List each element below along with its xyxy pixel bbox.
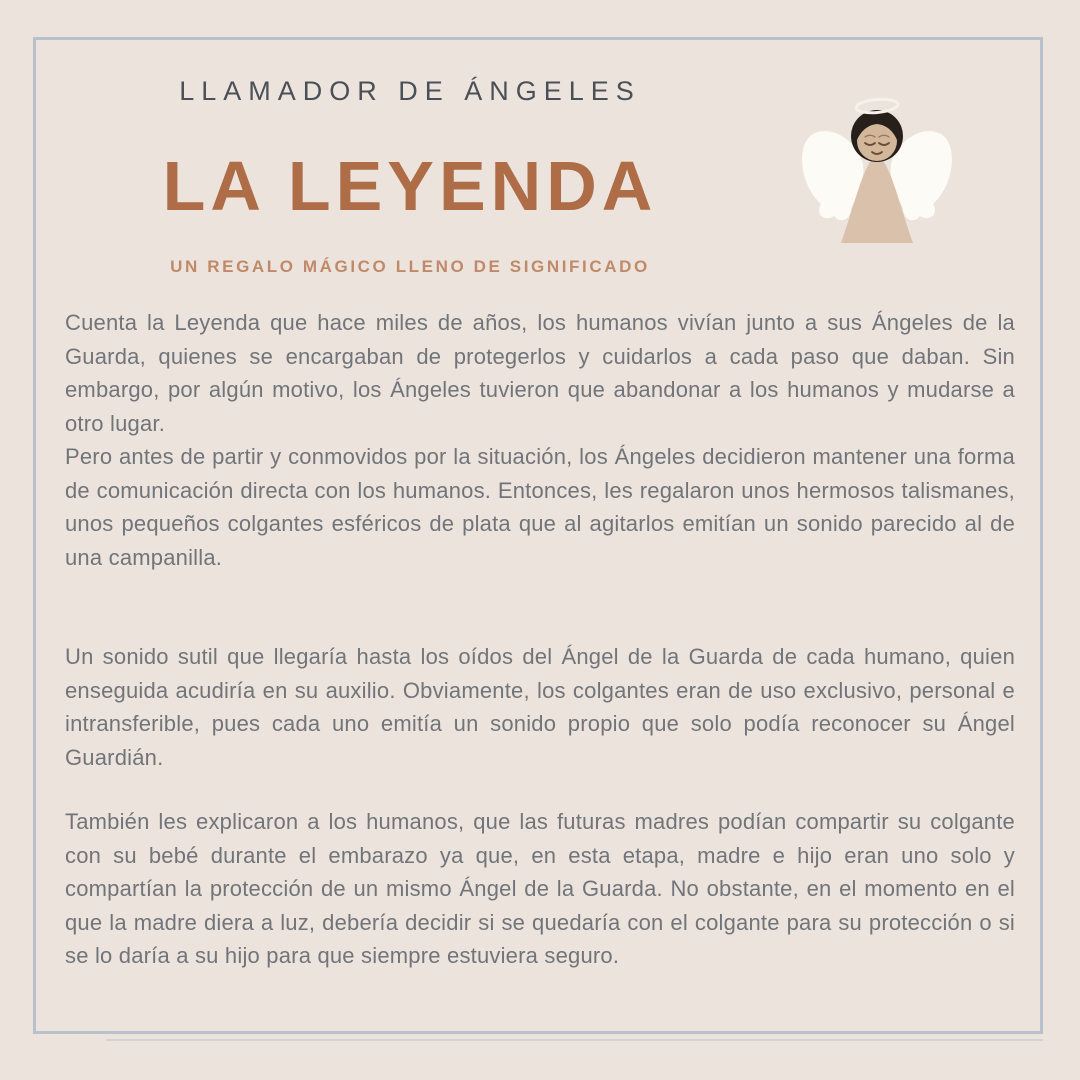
- paragraph: También les explicaron a los humanos, que las futuras madres podían compartir su colgante con su bebé durante el embarazo ya que, en esta etapa, madre e hijo eran uno solo y compartían la protección de un mismo Ángel de la Guarda. No obstante, en el momento en el que la madre diera a luz, debería decidir si se quedaría con el colgante para su protección o si se lo daría a su hijo para que siempre estuviera seguro.: [65, 809, 1015, 968]
- paragraph: Pero antes de partir y conmovidos por la situación, los Ángeles decidieron mantener una forma de comunicación directa con los humanos. Entonces, les regalaron unos hermosos talismanes, unos pequeños colgantes esféricos de plata que al agitarlos emitían un sonido parecido al de una campanilla.: [65, 444, 1015, 570]
- angel-icon: [795, 92, 960, 247]
- subtitle-text: UN REGALO MÁGICO LLENO DE SIGNIFICADO: [170, 257, 650, 276]
- paragraph: Un sonido sutil que llegaría hasta los oídos del Ángel de la Guarda de cada humano, quien enseguida acudiría en su auxilio. Obviamente, los colgantes eran de uso exclusivo, personal e intransferible, pues cada uno emitía un sonido propio que solo podía reconocer su Ángel Guardián.: [65, 644, 1015, 770]
- angel-halo-icon: [856, 98, 899, 115]
- page-title: LA LEYENDA: [162, 147, 658, 225]
- kicker-text: LLAMADOR DE ÁNGELES: [179, 76, 641, 106]
- legend-body: [65, 306, 1015, 973]
- paragraph: Cuenta la Leyenda que hace miles de años, los humanos vivían junto a sus Ángeles de la Guarda, quienes se encargaban de protegerlos y cuidarlos a cada paso que daban. Sin embargo, por algún motivo, los Ángeles tuvieron que abandonar a los humanos y mudarse a otro lugar.: [65, 310, 1015, 436]
